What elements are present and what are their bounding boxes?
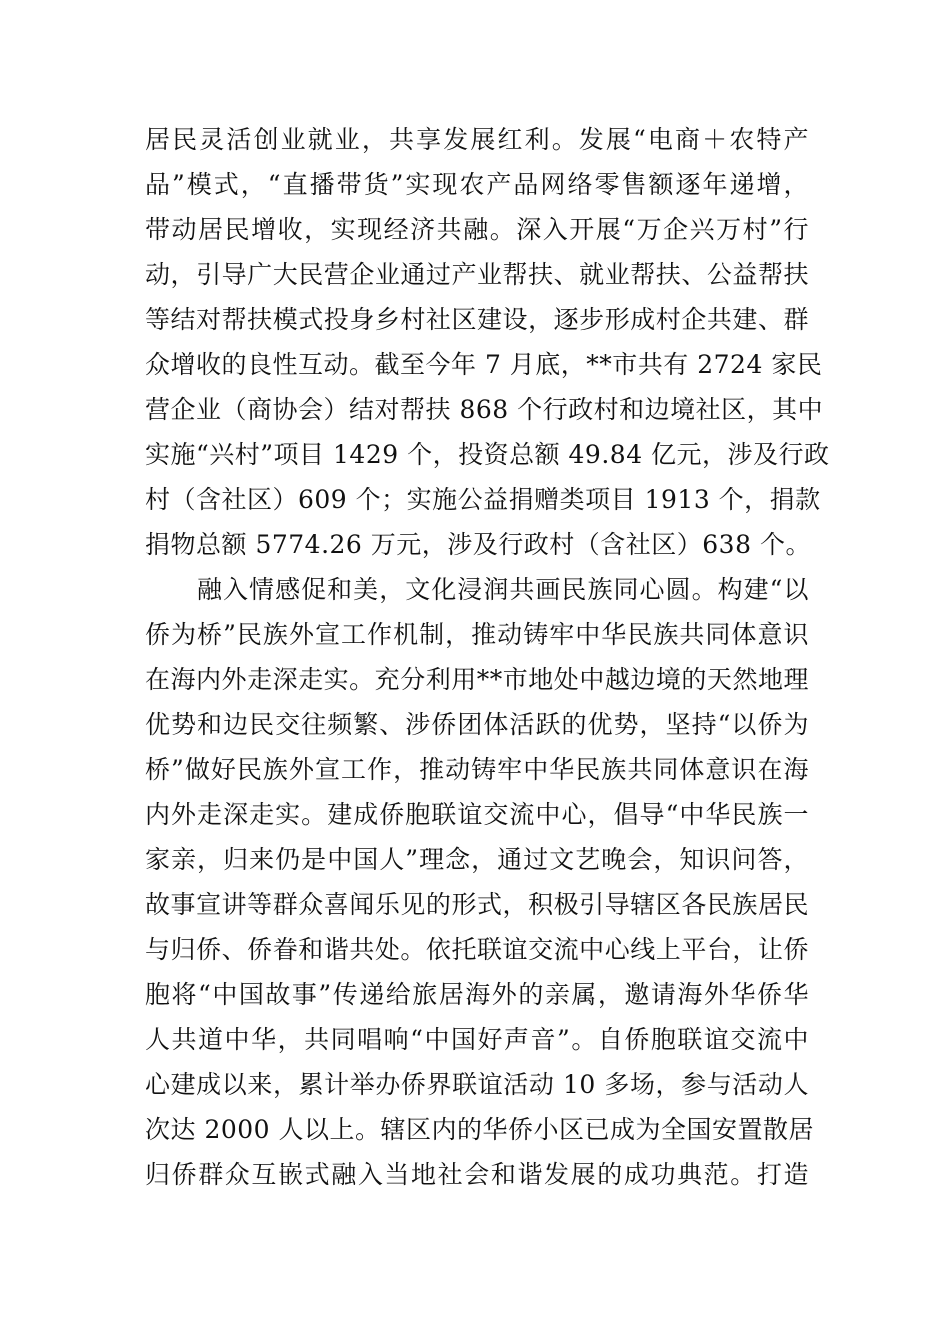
text-line: 优势和边民交往频繁、涉侨团体活跃的优势，坚持“以侨为 — [145, 710, 809, 739]
text-line: 品”模式，“直播带货”实现农产品网络零售额逐年递增， — [145, 170, 809, 199]
text-line: 侨为桥”民族外宣工作机制，推动铸牢中华民族共同体意识 — [145, 620, 809, 649]
text-line: 桥”做好民族外宣工作，推动铸牢中华民族共同体意识在海 — [145, 755, 809, 784]
text-line: 带动居民增收，实现经济共融。深入开展“万企兴万村”行 — [145, 215, 809, 244]
text-line: 村（含社区）609 个；实施公益捐赠类项目 1913 个，捐款 — [145, 485, 821, 514]
text-line: 故事宣讲等群众喜闻乐见的形式，积极引导辖区各民族居民 — [145, 890, 809, 919]
document-page — [145, 117, 830, 1197]
paragraph-first-line: 融入情感促和美，文化浸润共画民族同心圆。构建“以 — [197, 575, 809, 604]
text-line: 等结对帮扶模式投身乡村社区建设，逐步形成村企共建、群 — [145, 305, 809, 334]
text-line: 家亲，归来仍是中国人”理念，通过文艺晚会，知识问答， — [145, 845, 809, 874]
text-line: 人共道中华，共同唱响“中国好声音”。自侨胞联谊交流中 — [145, 1025, 809, 1054]
text-line: 居民灵活创业就业，共享发展红利。发展“电商＋农特产 — [145, 125, 809, 154]
text-line: 捐物总额 5774.26 万元，涉及行政村（含社区）638 个。 — [145, 530, 811, 559]
text-line: 与归侨、侨眷和谐共处。依托联谊交流中心线上平台，让侨 — [145, 935, 809, 964]
text-line: 内外走深走实。建成侨胞联谊交流中心，倡导“中华民族一 — [145, 800, 809, 829]
text-line: 动，引导广大民营企业通过产业帮扶、就业帮扶、公益帮扶 — [145, 260, 809, 289]
text-line: 次达 2000 人以上。辖区内的华侨小区已成为全国安置散居 — [145, 1115, 815, 1144]
text-line: 众增收的良性互动。截至今年 7 月底，**市共有 2724 家民 — [145, 350, 823, 379]
text-line: 归侨群众互嵌式融入当地社会和谐发展的成功典范。打造 — [145, 1160, 809, 1189]
text-line: 心建成以来，累计举办侨界联谊活动 10 多场，参与活动人 — [145, 1070, 809, 1099]
text-line: 营企业（商协会）结对帮扶 868 个行政村和边境社区，其中 — [145, 395, 824, 424]
text-line: 实施“兴村”项目 1429 个，投资总额 49.84 亿元，涉及行政 — [145, 440, 830, 469]
text-line: 胞将“中国故事”传递给旅居海外的亲属，邀请海外华侨华 — [145, 980, 809, 1009]
text-line: 在海内外走深走实。充分利用**市地处中越边境的天然地理 — [145, 665, 809, 694]
